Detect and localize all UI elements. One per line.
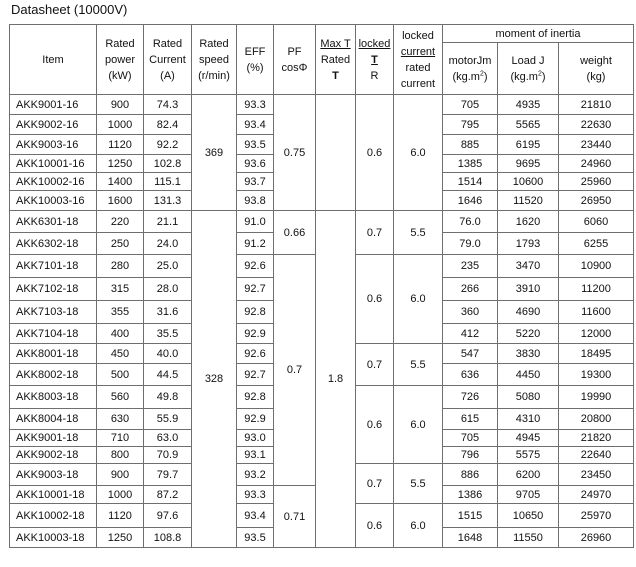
header-moment-of-inertia: moment of inertia — [443, 25, 634, 43]
cell-pf: 0.75 — [274, 95, 316, 211]
header-rated-speed: Rated speed (r/min) — [192, 25, 237, 95]
cell-motor-jm: 885 — [443, 135, 498, 155]
cell-rated-current: 49.8 — [144, 386, 192, 409]
cell-rated-current: 24.0 — [144, 233, 192, 255]
cell-motor-jm: 1646 — [443, 191, 498, 211]
cell-load-j: 4310 — [498, 409, 559, 430]
cell-locked-current: 6.0 — [394, 504, 443, 548]
cell-item: AKK8003-18 — [10, 386, 97, 409]
cell-weight: 25960 — [559, 173, 634, 191]
cell-rated-power: 800 — [97, 447, 144, 464]
cell-weight: 19300 — [559, 364, 634, 386]
cell-load-j: 10650 — [498, 504, 559, 528]
cell-eff: 92.9 — [237, 409, 274, 430]
cell-eff: 93.3 — [237, 95, 274, 115]
cell-load-j: 4945 — [498, 430, 559, 447]
cell-rated-current: 82.4 — [144, 115, 192, 135]
cell-eff: 93.0 — [237, 430, 274, 447]
cell-item: AKK8002-18 — [10, 364, 97, 386]
cell-load-j: 9695 — [498, 155, 559, 173]
cell-rated-current: 25.0 — [144, 255, 192, 278]
cell-motor-jm: 1386 — [443, 486, 498, 504]
cell-item: AKK7102-18 — [10, 278, 97, 301]
cell-weight: 19990 — [559, 386, 634, 409]
cell-load-j: 3830 — [498, 344, 559, 364]
cell-locked-t: 0.7 — [356, 211, 394, 255]
cell-rated-power: 450 — [97, 344, 144, 364]
cell-eff: 93.6 — [237, 155, 274, 173]
cell-weight: 23450 — [559, 464, 634, 486]
cell-rated-current: 55.9 — [144, 409, 192, 430]
cell-motor-jm: 636 — [443, 364, 498, 386]
cell-rated-power: 500 — [97, 364, 144, 386]
cell-locked-current: 6.0 — [394, 386, 443, 464]
cell-rated-power: 710 — [97, 430, 144, 447]
cell-eff: 92.8 — [237, 386, 274, 409]
cell-rated-current: 97.6 — [144, 504, 192, 528]
cell-weight: 22630 — [559, 115, 634, 135]
cell-rated-current: 28.0 — [144, 278, 192, 301]
cell-weight: 24960 — [559, 155, 634, 173]
cell-rated-current: 35.5 — [144, 324, 192, 344]
cell-rated-current: 131.3 — [144, 191, 192, 211]
cell-motor-jm: 266 — [443, 278, 498, 301]
cell-rated-current: 31.6 — [144, 301, 192, 324]
cell-weight: 22640 — [559, 447, 634, 464]
cell-item: AKK10002-18 — [10, 504, 97, 528]
cell-rated-current: 44.5 — [144, 364, 192, 386]
cell-rated-power: 1120 — [97, 504, 144, 528]
cell-locked-current: 5.5 — [394, 211, 443, 255]
cell-weight: 12000 — [559, 324, 634, 344]
cell-weight: 23440 — [559, 135, 634, 155]
cell-weight: 6060 — [559, 211, 634, 233]
cell-eff: 91.0 — [237, 211, 274, 233]
header-pf: PF cosΦ — [274, 25, 316, 95]
cell-eff: 92.8 — [237, 301, 274, 324]
cell-locked-t: 0.6 — [356, 95, 394, 211]
cell-weight: 24970 — [559, 486, 634, 504]
header-load-j: Load J $(kg.m^2)$ — [498, 43, 559, 95]
header-locked-current: locked current rated current — [394, 25, 443, 95]
cell-weight: 18495 — [559, 344, 634, 364]
cell-weight: 11200 — [559, 278, 634, 301]
cell-item: AKK9002-16 — [10, 115, 97, 135]
cell-load-j: 6195 — [498, 135, 559, 155]
cell-rated-current: 102.8 — [144, 155, 192, 173]
cell-eff: 93.5 — [237, 528, 274, 548]
cell-locked-t: 0.6 — [356, 504, 394, 548]
header-eff: EFF (%) — [237, 25, 274, 95]
cell-weight: 26960 — [559, 528, 634, 548]
cell-item: AKK10001-16 — [10, 155, 97, 173]
cell-rated-power: 1600 — [97, 191, 144, 211]
cell-motor-jm: 796 — [443, 447, 498, 464]
cell-locked-current: 5.5 — [394, 344, 443, 386]
cell-item: AKK8001-18 — [10, 344, 97, 364]
cell-rated-current: 108.8 — [144, 528, 192, 548]
cell-rated-power: 355 — [97, 301, 144, 324]
cell-rated-power: 900 — [97, 464, 144, 486]
cell-locked-t: 0.7 — [356, 344, 394, 386]
cell-rated-power: 1000 — [97, 486, 144, 504]
cell-rated-speed: 328 — [192, 211, 237, 548]
cell-locked-current: 5.5 — [394, 464, 443, 504]
cell-load-j: 3470 — [498, 255, 559, 278]
cell-motor-jm: 79.0 — [443, 233, 498, 255]
cell-eff: 92.6 — [237, 344, 274, 364]
cell-rated-power: 1250 — [97, 528, 144, 548]
cell-item: AKK6302-18 — [10, 233, 97, 255]
cell-rated-power: 1400 — [97, 173, 144, 191]
cell-rated-power: 400 — [97, 324, 144, 344]
cell-eff: 92.6 — [237, 255, 274, 278]
cell-motor-jm: 886 — [443, 464, 498, 486]
cell-locked-t: 0.6 — [356, 255, 394, 344]
cell-pf: 0.66 — [274, 211, 316, 255]
cell-locked-current: 6.0 — [394, 95, 443, 211]
cell-load-j: 9705 — [498, 486, 559, 504]
cell-load-j: 4690 — [498, 301, 559, 324]
cell-rated-current: 74.3 — [144, 95, 192, 115]
header-motor-jm: motorJm $(kg.m^2)$ — [443, 43, 498, 95]
cell-load-j: 1793 — [498, 233, 559, 255]
cell-rated-current: 40.0 — [144, 344, 192, 364]
cell-eff: 91.2 — [237, 233, 274, 255]
cell-item: AKK10001-18 — [10, 486, 97, 504]
cell-load-j: 5080 — [498, 386, 559, 409]
cell-load-j: 11520 — [498, 191, 559, 211]
cell-motor-jm: 795 — [443, 115, 498, 135]
cell-motor-jm: 615 — [443, 409, 498, 430]
cell-rated-current: 79.7 — [144, 464, 192, 486]
header-rated-power: Rated power (kW) — [97, 25, 144, 95]
table-row — [10, 95, 634, 115]
cell-motor-jm: 360 — [443, 301, 498, 324]
cell-motor-jm: 705 — [443, 95, 498, 115]
header-max-t: Max T Rated T — [316, 25, 356, 95]
cell-rated-power: 1250 — [97, 155, 144, 173]
cell-rated-current: 21.1 — [144, 211, 192, 233]
cell-locked-t: 0.6 — [356, 386, 394, 464]
cell-weight: 25970 — [559, 504, 634, 528]
cell-rated-current: 92.2 — [144, 135, 192, 155]
cell-max-t — [316, 95, 356, 211]
cell-load-j: 1620 — [498, 211, 559, 233]
cell-item: AKK9001-18 — [10, 430, 97, 447]
cell-rated-current: 115.1 — [144, 173, 192, 191]
cell-item: AKK7104-18 — [10, 324, 97, 344]
cell-eff: 93.1 — [237, 447, 274, 464]
cell-rated-power: 315 — [97, 278, 144, 301]
cell-rated-current: 63.0 — [144, 430, 192, 447]
cell-item: AKK9001-16 — [10, 95, 97, 115]
cell-locked-current: 6.0 — [394, 255, 443, 344]
cell-motor-jm: 1514 — [443, 173, 498, 191]
cell-load-j: 4450 — [498, 364, 559, 386]
cell-load-j: 4935 — [498, 95, 559, 115]
cell-item: AKK9002-18 — [10, 447, 97, 464]
cell-rated-power: 560 — [97, 386, 144, 409]
cell-load-j: 3910 — [498, 278, 559, 301]
cell-weight: 20800 — [559, 409, 634, 430]
cell-motor-jm: 547 — [443, 344, 498, 364]
cell-pf: 0.7 — [274, 255, 316, 486]
cell-weight: 10900 — [559, 255, 634, 278]
cell-item: AKK7101-18 — [10, 255, 97, 278]
cell-rated-current: 87.2 — [144, 486, 192, 504]
cell-rated-power: 1120 — [97, 135, 144, 155]
cell-item: AKK6301-18 — [10, 211, 97, 233]
cell-item: AKK10003-16 — [10, 191, 97, 211]
table-body — [10, 95, 634, 548]
cell-load-j: 10600 — [498, 173, 559, 191]
cell-rated-power: 630 — [97, 409, 144, 430]
cell-load-j: 5220 — [498, 324, 559, 344]
cell-eff: 93.2 — [237, 464, 274, 486]
cell-item: AKK7103-18 — [10, 301, 97, 324]
cell-motor-jm: 705 — [443, 430, 498, 447]
cell-rated-power: 1000 — [97, 115, 144, 135]
cell-load-j: 5565 — [498, 115, 559, 135]
datasheet-table — [9, 24, 634, 548]
page-title: Datasheet (10000V) — [11, 2, 128, 17]
cell-rated-power: 220 — [97, 211, 144, 233]
cell-motor-jm: 76.0 — [443, 211, 498, 233]
table-row — [10, 211, 634, 233]
cell-item: AKK9003-16 — [10, 135, 97, 155]
cell-weight: 11600 — [559, 301, 634, 324]
cell-motor-jm: 1648 — [443, 528, 498, 548]
cell-weight: 21820 — [559, 430, 634, 447]
cell-pf: 0.71 — [274, 486, 316, 548]
cell-eff: 93.3 — [237, 486, 274, 504]
cell-locked-t: 0.7 — [356, 464, 394, 504]
cell-motor-jm: 1515 — [443, 504, 498, 528]
cell-motor-jm: 235 — [443, 255, 498, 278]
cell-rated-current: 70.9 — [144, 447, 192, 464]
cell-eff: 93.4 — [237, 115, 274, 135]
header-weight: weight (kg) — [559, 43, 634, 95]
header-locked-t: locked T R — [356, 25, 394, 95]
cell-rated-power: 250 — [97, 233, 144, 255]
cell-load-j: 6200 — [498, 464, 559, 486]
cell-item: AKK8004-18 — [10, 409, 97, 430]
cell-item: AKK10002-16 — [10, 173, 97, 191]
cell-item: AKK10003-18 — [10, 528, 97, 548]
cell-eff: 93.4 — [237, 504, 274, 528]
cell-max-t: 1.8 — [316, 211, 356, 548]
header-rated-current: Rated Current (A) — [144, 25, 192, 95]
cell-motor-jm: 412 — [443, 324, 498, 344]
cell-rated-power: 900 — [97, 95, 144, 115]
cell-eff: 92.7 — [237, 364, 274, 386]
cell-motor-jm: 1385 — [443, 155, 498, 173]
cell-eff: 92.7 — [237, 278, 274, 301]
cell-eff: 92.9 — [237, 324, 274, 344]
cell-load-j: 5575 — [498, 447, 559, 464]
cell-eff: 93.5 — [237, 135, 274, 155]
cell-eff: 93.8 — [237, 191, 274, 211]
header-item: Item — [10, 25, 97, 95]
cell-eff: 93.7 — [237, 173, 274, 191]
cell-rated-speed: 369 — [192, 95, 237, 211]
cell-weight: 21810 — [559, 95, 634, 115]
cell-weight: 26950 — [559, 191, 634, 211]
cell-item: AKK9003-18 — [10, 464, 97, 486]
cell-rated-power: 280 — [97, 255, 144, 278]
cell-motor-jm: 726 — [443, 386, 498, 409]
cell-load-j: 11550 — [498, 528, 559, 548]
cell-weight: 6255 — [559, 233, 634, 255]
